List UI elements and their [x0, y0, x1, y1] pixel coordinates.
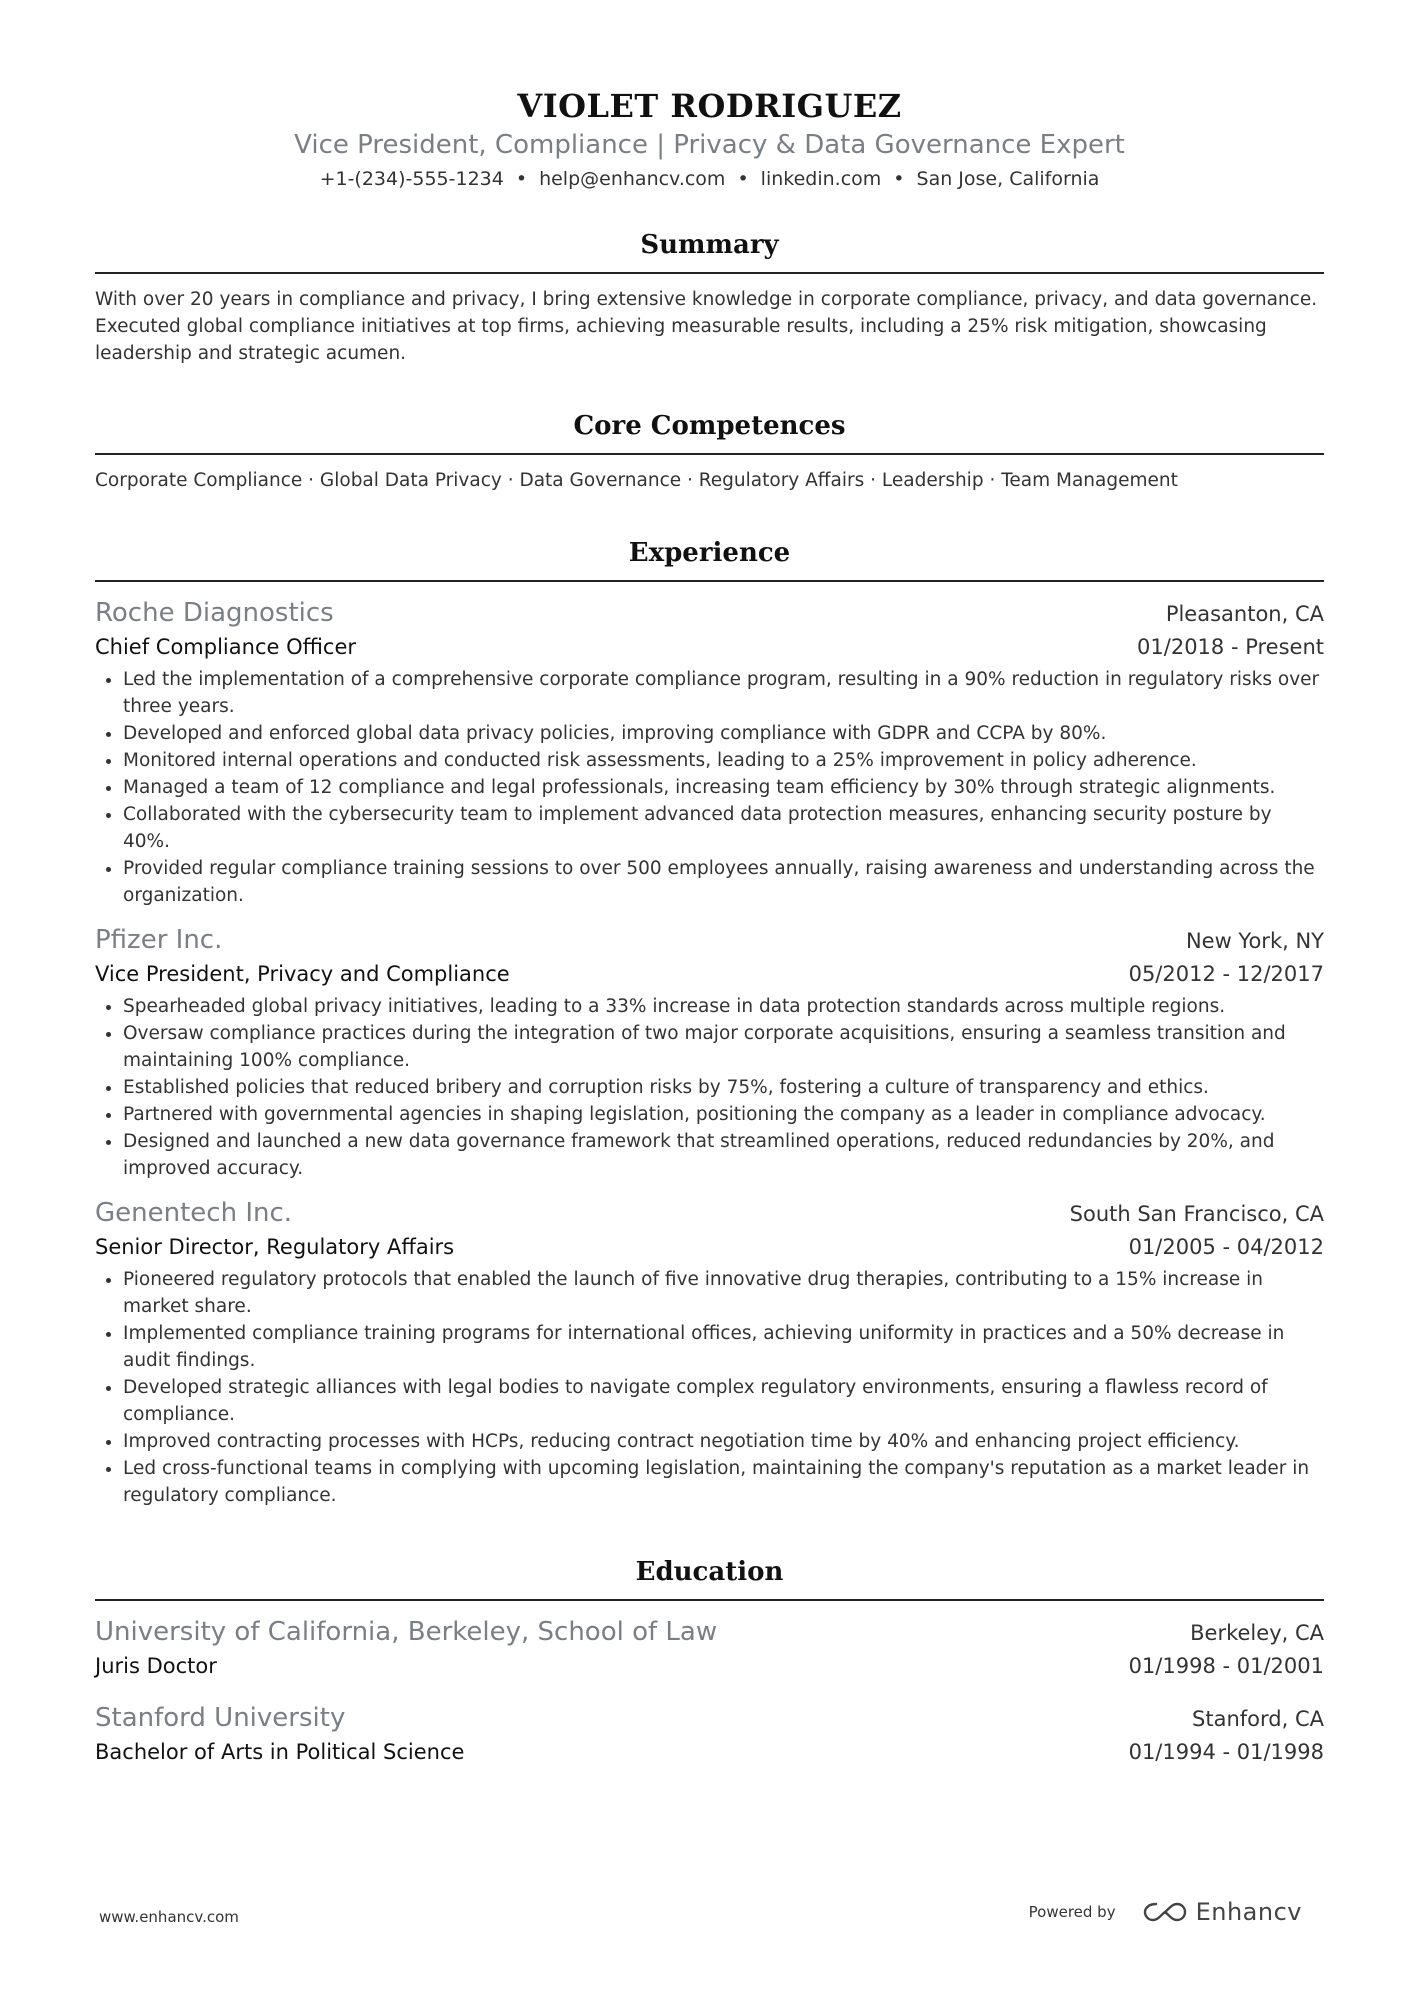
- bullet: • Improved contracting processes with HCPs, reducing contract negotiation time by 40% and enhancing project efficiency.: [123, 1428, 1324, 1455]
- bullet: • Collaborated with the cybersecurity team to implement advanced data protection measures, enhancing security posture by 40%.: [123, 801, 1324, 855]
- company-name: Roche Diagnostics: [95, 598, 334, 628]
- company-name: Genentech Inc.: [95, 1198, 293, 1228]
- enhancv-logo-icon: [1142, 1900, 1188, 1924]
- education-entry: [95, 1701, 1324, 1769]
- separator: •: [515, 168, 528, 190]
- email[interactable]: help@enhancv.com: [539, 168, 726, 190]
- summary-text: With over 20 years in compliance and privacy, I bring extensive knowledge in corporate compliance, privacy, and data governance. Executed global compliance initiatives at top firms, achieving measurable results, including a 25% risk mitigation, showcasing leadership and strategic acumen.: [95, 289, 1318, 364]
- location: San Jose, California: [916, 168, 1100, 190]
- powered-by-label: Powered by: [1028, 1903, 1116, 1921]
- job-title: Senior Director, Regulatory Affairs: [95, 1235, 455, 1259]
- job-bullets: [95, 1266, 1324, 1509]
- bullet: • Led the implementation of a comprehensive corporate compliance program, resulting in a 90% reduction in regulatory risks over three years.: [123, 666, 1324, 720]
- bullet: • Led cross-functional teams in complying with upcoming legislation, maintaining the company's reputation as a market leader in regulatory compliance.: [123, 1455, 1324, 1509]
- job-location: Pleasanton, CA: [1165, 602, 1324, 626]
- section-title: Experience: [95, 536, 1324, 582]
- job-location: South San Francisco, CA: [1069, 1202, 1324, 1226]
- job-entry: [95, 1196, 1324, 1509]
- job-bullets: [95, 666, 1324, 909]
- separator: •: [893, 168, 905, 190]
- summary-section: [95, 228, 1324, 367]
- footer-branding: [1029, 1898, 1302, 1926]
- school-location: Stanford, CA: [1192, 1707, 1324, 1731]
- job-dates: 01/2005 - 04/2012: [1128, 1235, 1324, 1259]
- job-title: Chief Compliance Officer: [95, 635, 357, 659]
- section-title: Education: [95, 1555, 1324, 1601]
- separator: •: [737, 168, 749, 190]
- bullet: • Developed and enforced global data privacy policies, improving compliance with GDPR and CCPA by 80%.: [123, 720, 1324, 747]
- core-competences-section: [95, 409, 1324, 494]
- brand-name: Enhancv: [1195, 1898, 1302, 1926]
- job-entry: [95, 923, 1324, 1182]
- school-name: Stanford University: [95, 1703, 346, 1733]
- bullet: • Managed a team of 12 compliance and legal professionals, increasing team efficiency by 30% through strategic alignments.: [123, 774, 1324, 801]
- job-dates: 05/2012 - 12/2017: [1128, 962, 1324, 986]
- education-dates: 01/1998 - 01/2001: [1128, 1654, 1324, 1678]
- section-title: Core Competences: [95, 409, 1324, 455]
- bullet: • Pioneered regulatory protocols that enabled the launch of five innovative drug therapies, contributing to a 15% increase in market share.: [123, 1266, 1324, 1320]
- education-section: [95, 1555, 1324, 1769]
- contact-line: [95, 166, 1324, 192]
- section-title: Summary: [95, 228, 1324, 274]
- phone: +1-(234)-555-1234: [319, 168, 504, 190]
- school-location: Berkeley, CA: [1190, 1621, 1324, 1645]
- resume-header: [95, 0, 1324, 192]
- job-location: New York, NY: [1185, 929, 1324, 953]
- job-bullets: [95, 993, 1324, 1182]
- bullet: • Spearheaded global privacy initiatives, leading to a 33% increase in data protection standards across multiple regions.: [123, 993, 1324, 1020]
- candidate-name: VIOLET RODRIGUEZ: [517, 87, 902, 125]
- education-entry: [95, 1615, 1324, 1683]
- resume-page: [95, 0, 1324, 1769]
- bullet: • Partnered with governmental agencies in shaping legislation, positioning the company as a leader in compliance advocacy.: [123, 1101, 1324, 1128]
- education-dates: 01/1994 - 01/1998: [1128, 1740, 1324, 1764]
- candidate-tagline: Vice President, Compliance | Privacy & Data Governance Expert: [294, 130, 1125, 160]
- bullet: • Implemented compliance training programs for international offices, achieving uniformity in practices and a 50% decrease in audit findings.: [123, 1320, 1324, 1374]
- footer-website[interactable]: www.enhancv.com: [99, 1908, 239, 1926]
- company-name: Pfizer Inc.: [95, 925, 223, 955]
- bullet: • Developed strategic alliances with legal bodies to navigate complex regulatory environments, ensuring a flawless record of compliance.: [123, 1374, 1324, 1428]
- bullet: • Designed and launched a new data governance framework that streamlined operations, reduced redundancies by 20%, and improved accuracy.: [123, 1128, 1324, 1182]
- job-title: Vice President, Privacy and Compliance: [95, 962, 510, 986]
- job-entry: [95, 596, 1324, 909]
- degree: Bachelor of Arts in Political Science: [95, 1740, 465, 1764]
- bullet: • Oversaw compliance practices during the integration of two major corporate acquisitions, ensuring a seamless transition and maintaining 100% compliance.: [123, 1020, 1324, 1074]
- job-dates: 01/2018 - Present: [1137, 635, 1324, 659]
- experience-section: [95, 536, 1324, 1509]
- linkedin[interactable]: linkedin.com: [760, 168, 882, 190]
- enhancv-logo[interactable]: [1142, 1898, 1302, 1926]
- school-name: University of California, Berkeley, School of Law: [95, 1617, 718, 1647]
- degree: Juris Doctor: [95, 1654, 217, 1678]
- bullet: • Monitored internal operations and conducted risk assessments, leading to a 25% improvement in policy adherence.: [123, 747, 1324, 774]
- bullet: • Established policies that reduced bribery and corruption risks by 75%, fostering a culture of transparency and ethics.: [123, 1074, 1324, 1101]
- skills-line: Corporate Compliance · Global Data Privacy · Data Governance · Regulatory Affairs · Leadership · Team Management: [95, 470, 1178, 491]
- bullet: • Provided regular compliance training sessions to over 500 employees annually, raising awareness and understanding across the organization.: [123, 855, 1324, 909]
